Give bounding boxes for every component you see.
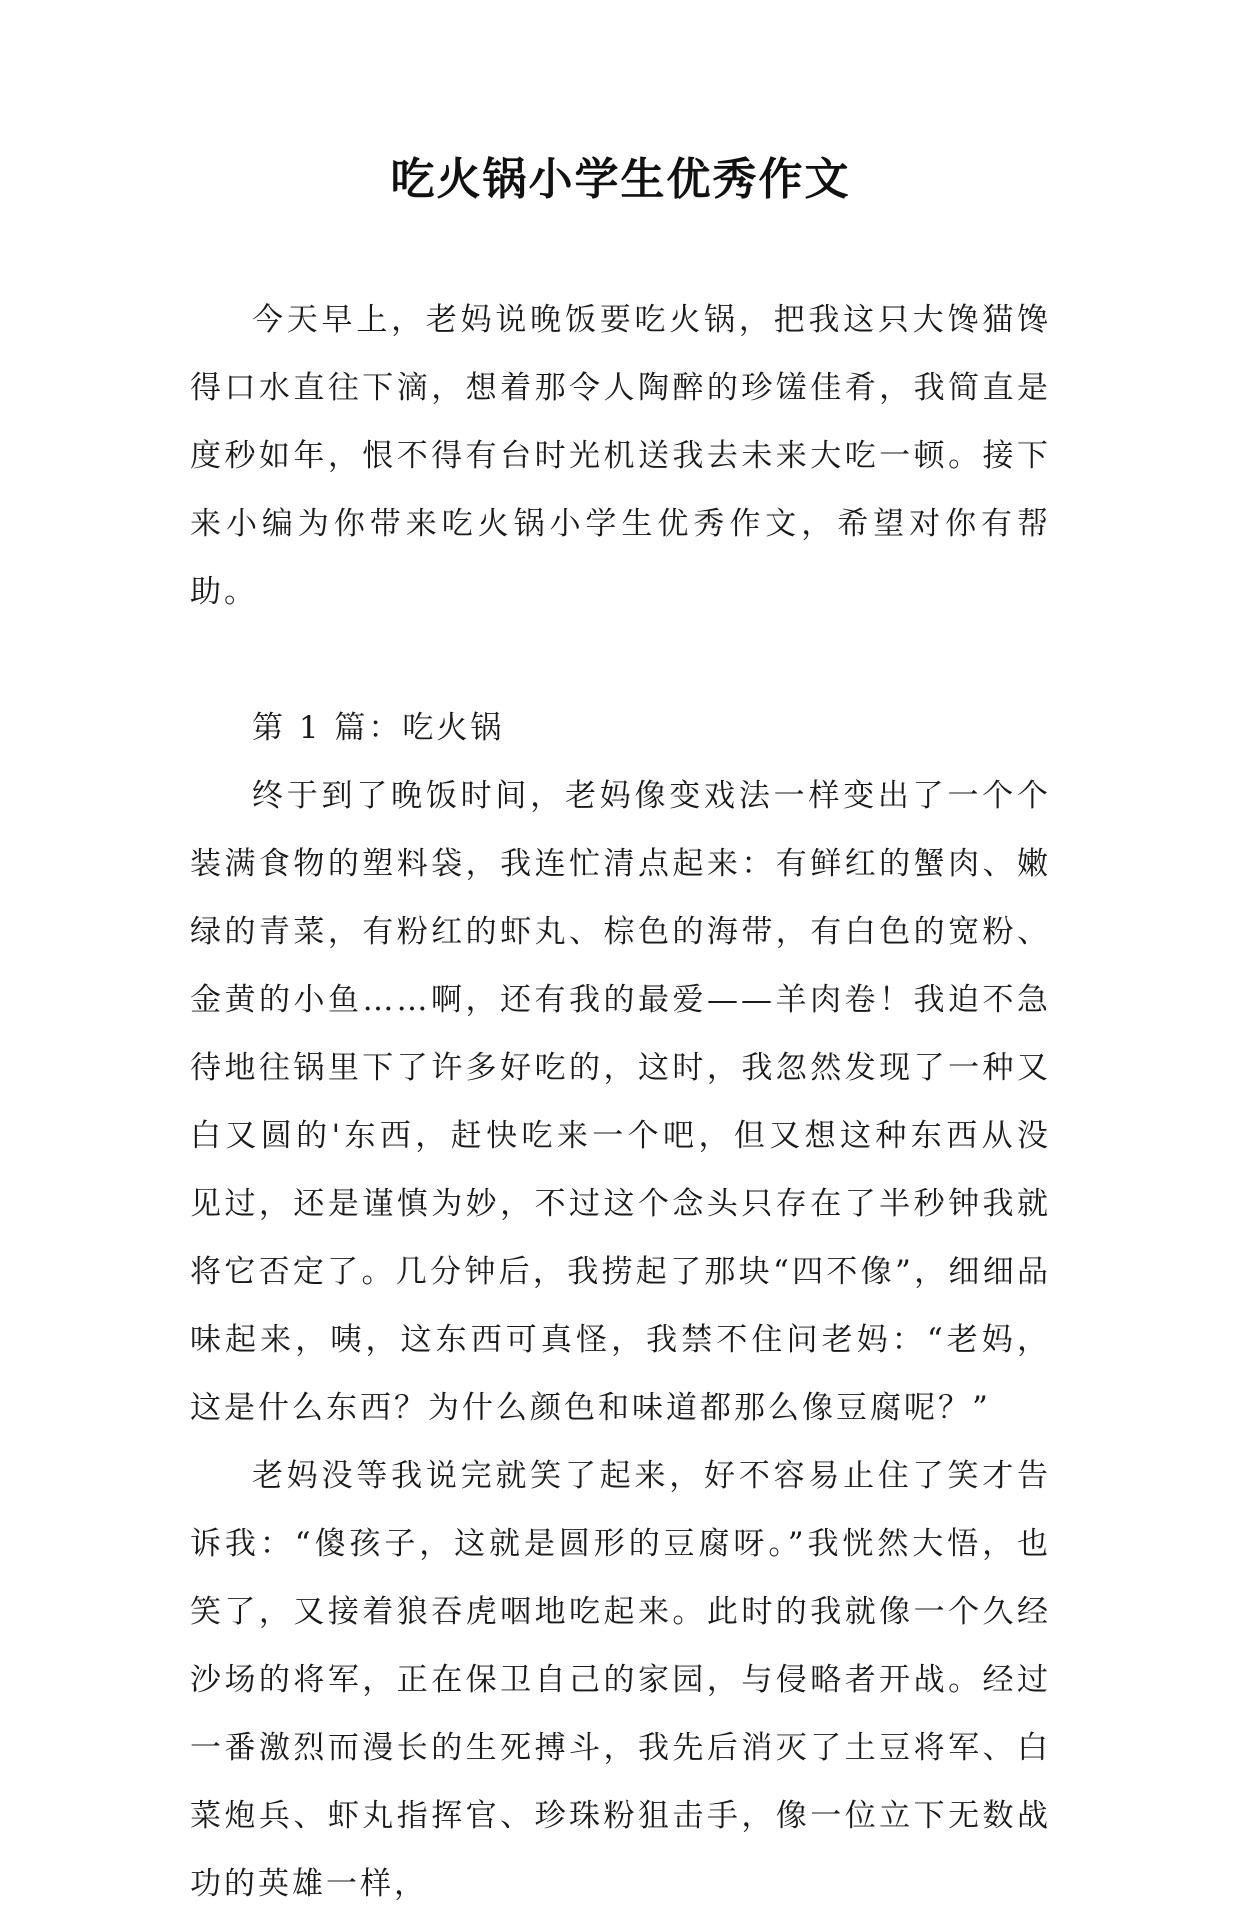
body-paragraph-1: 终于到了晚饭时间，老妈像变戏法一样变出了一个个装满食物的塑料袋，我连忙清点起来：有鲜红的蟹肉、嫩绿的青菜，有粉红的虾丸、棕色的海带，有白色的宽粉、金黄的小鱼……啊，还有我的最爱——羊肉卷！我迫不急待地往锅里下了许多好吃的，这时，我忽然发现了一种又白又圆的'东西，赶快吃来一个吧，但又想这种东西从没见过，还是谨慎为妙，不过这个念头只存在了半秒钟我就将它否定了。几分钟后，我捞起了那块“四不像”，细细品味起来，咦，这东西可真怪，我禁不住问老妈：“老妈，这是什么东西？为什么颜色和味道都那么像豆腐呢？” xyxy=(190,778,1051,1426)
document-body xyxy=(190,286,1051,1918)
document-title: 吃火锅小学生优秀作文 xyxy=(390,154,851,205)
section-heading: 第 1 篇：吃火锅 xyxy=(252,710,505,746)
body-paragraph-2: 老妈没等我说完就笑了起来，好不容易止住了笑才告诉我：“傻孩子，这就是圆形的豆腐呀。”我恍然大悟，也笑了，又接着狼吞虎咽地吃起来。此时的我就像一个久经沙场的将军，正在保卫自己的家园，与侵略者开战。经过一番激烈而漫长的生死搏斗，我先后消灭了土豆将军、白菜炮兵、虾丸指挥官、珍珠粉狙击手，像一位立下无数战功的英雄一样， xyxy=(190,1458,1051,1902)
intro-paragraph: 今天早上，老妈说晚饭要吃火锅，把我这只大馋猫馋得口水直往下滴，想着那令人陶醉的珍馐佳肴，我简直是度秒如年，恨不得有台时光机送我去未来大吃一顿。接下来小编为你带来吃火锅小学生优秀作文，希望对你有帮助。 xyxy=(190,302,1051,610)
